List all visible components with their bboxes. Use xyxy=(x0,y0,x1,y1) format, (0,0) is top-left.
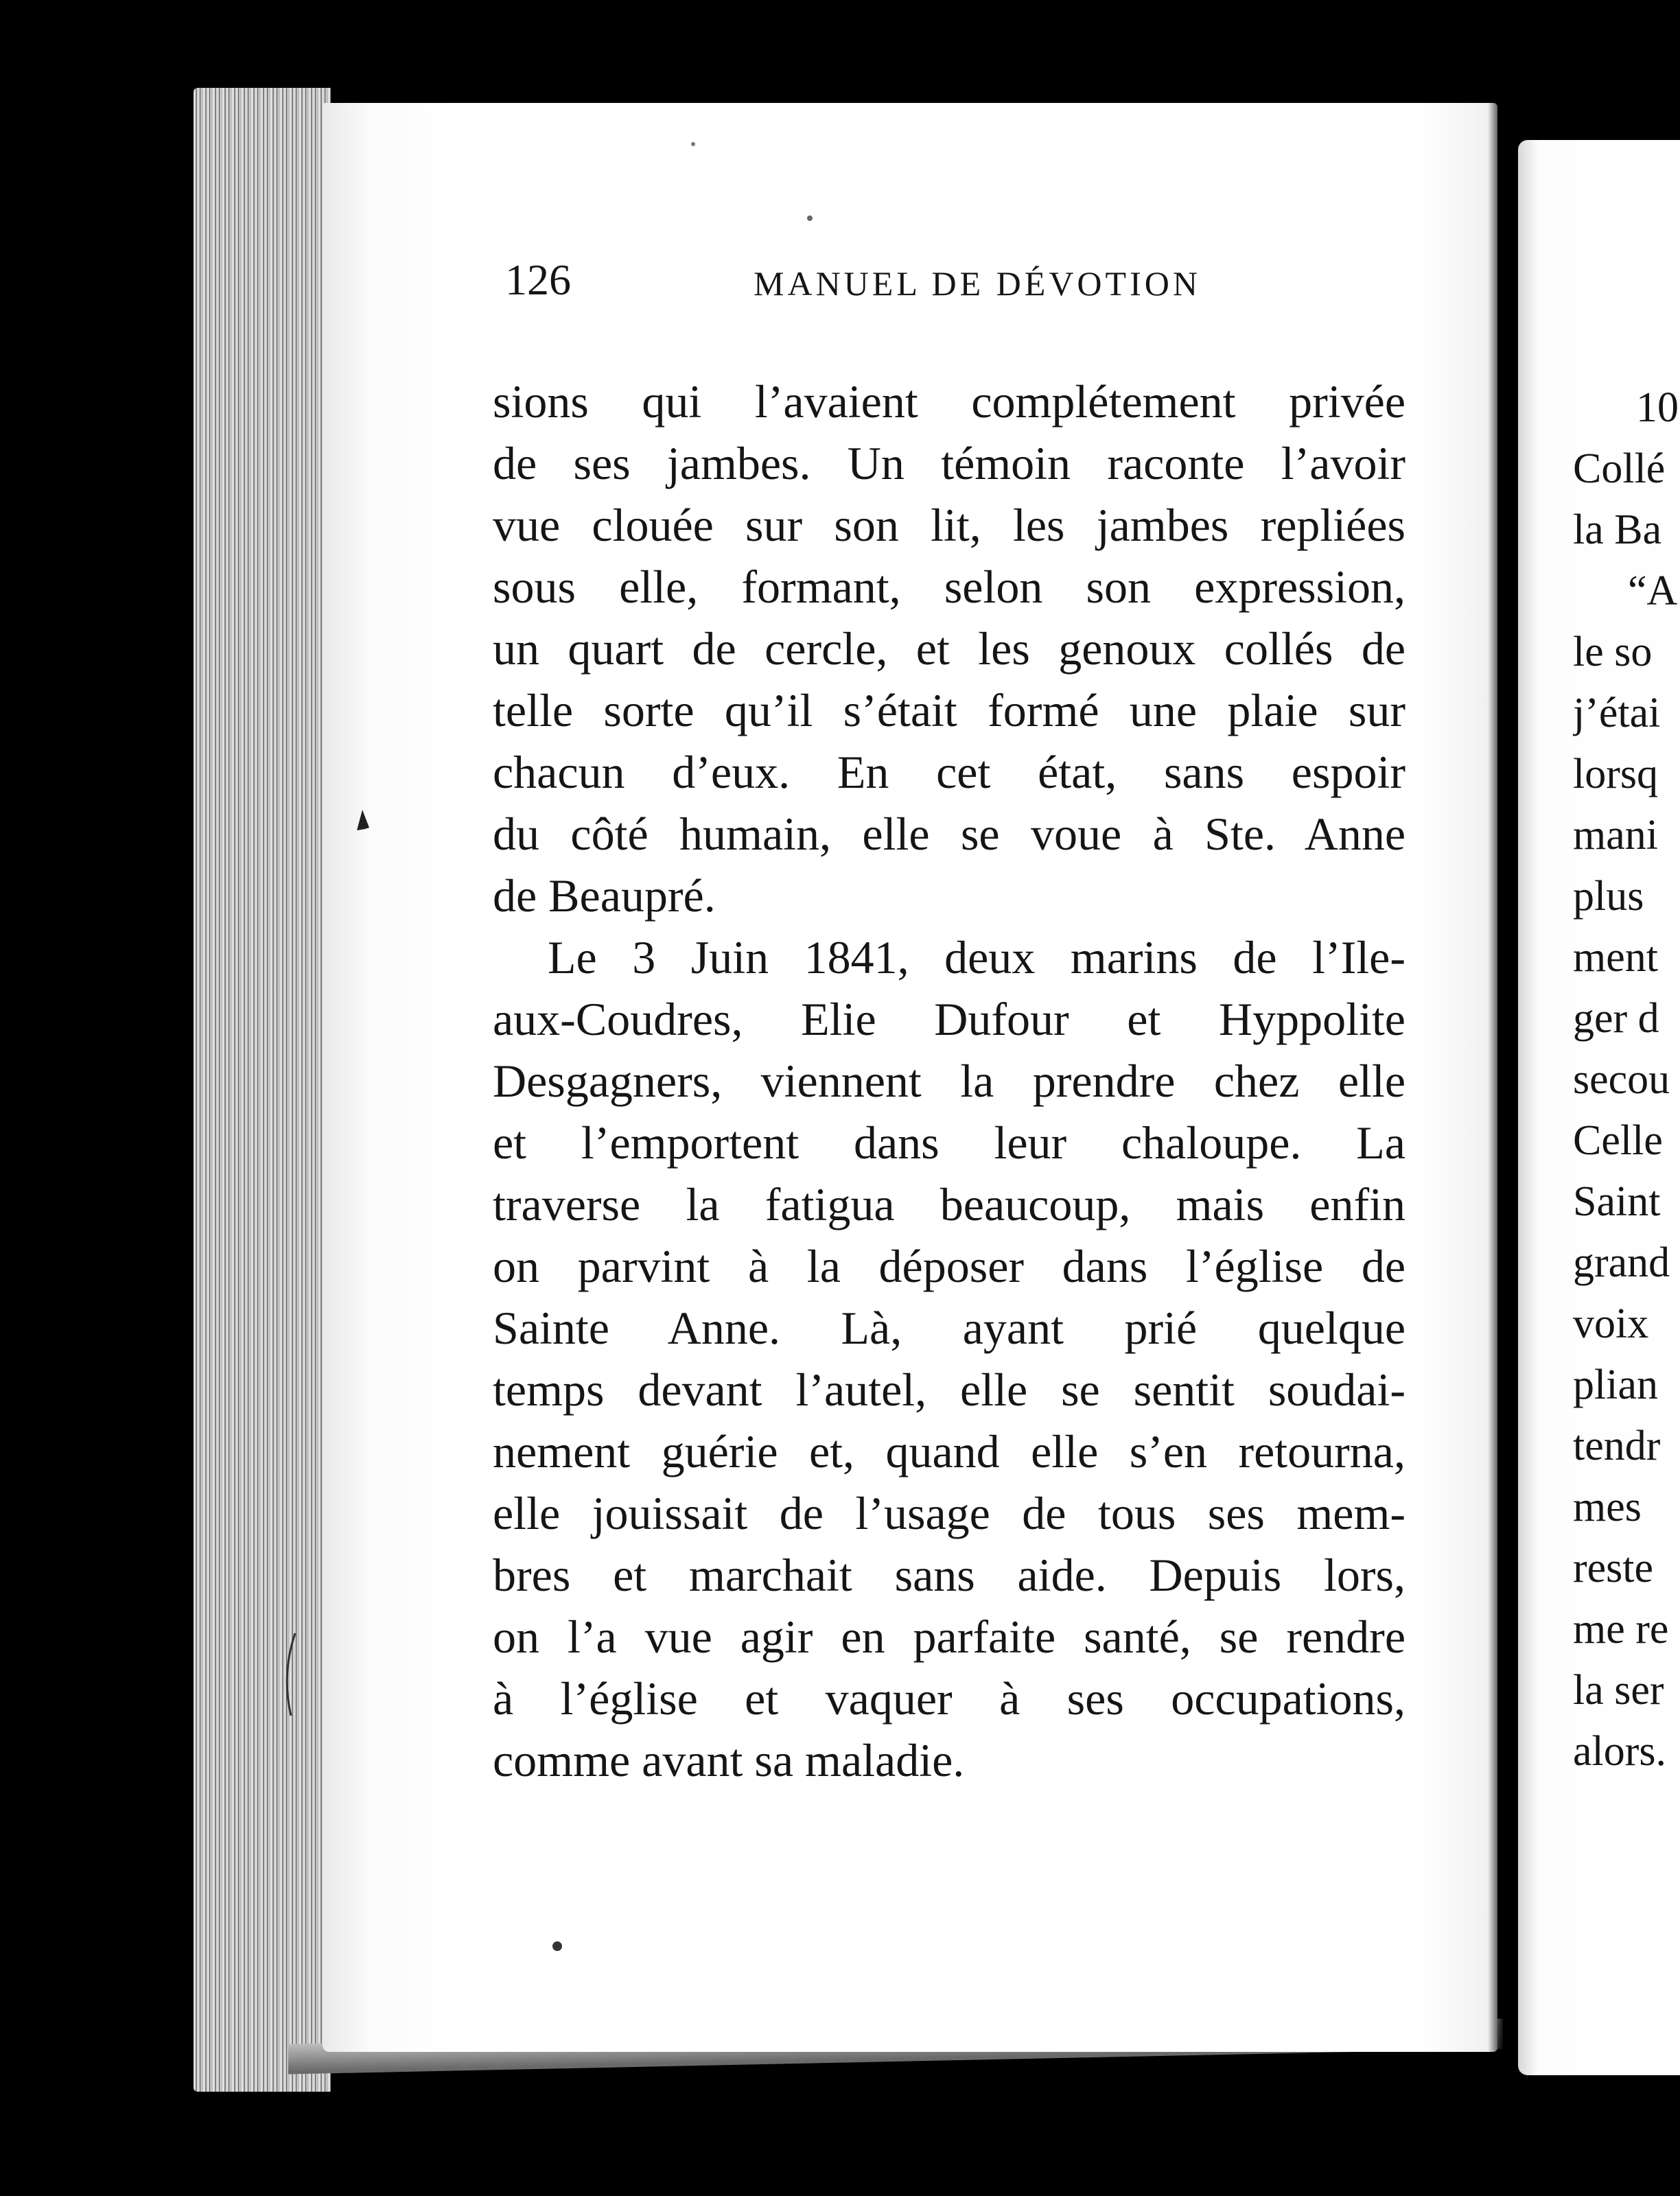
fragment-line: me re xyxy=(1573,1606,1669,1652)
fragment-line: le so xyxy=(1573,629,1653,675)
fragment-line: tendr xyxy=(1573,1423,1661,1469)
fragment-line: lorsq xyxy=(1573,751,1658,797)
body-text xyxy=(493,371,1405,1791)
fragment-line: secou xyxy=(1573,1056,1670,1103)
text-line: chacun d’eux. En cet état, sans espoir xyxy=(493,746,1405,798)
fragment-line: mes xyxy=(1573,1484,1642,1530)
text-line: et l’emportent dans leur chaloupe. La xyxy=(493,1117,1405,1169)
text-line: de ses jambes. Un témoin raconte l’avoir xyxy=(493,437,1405,489)
fragment-line: Saint xyxy=(1573,1178,1661,1225)
text-line: Le 3 Juin 1841, deux marins de l’Ile- xyxy=(548,931,1405,983)
running-header xyxy=(505,253,1425,307)
text-line: temps devant l’autel, elle se sentit soudai- xyxy=(493,1364,1405,1416)
fragment-line: la ser xyxy=(1573,1667,1664,1714)
fragment-line: j’étai xyxy=(1573,690,1661,736)
fragment-line: alors. xyxy=(1573,1728,1667,1775)
text-line: bres et marchait sans aide. Depuis lors, xyxy=(493,1549,1405,1601)
page-fore-edge xyxy=(194,88,331,2092)
text-line: telle sorte qu’il s’était formé une plaie sur xyxy=(493,684,1405,736)
fragment-line: “A xyxy=(1628,568,1678,614)
text-line: aux-Coudres, Elie Dufour et Hyppolite xyxy=(493,993,1405,1045)
fragment-line: reste xyxy=(1573,1545,1654,1591)
text-line: elle jouissait de l’usage de tous ses mem- xyxy=(493,1487,1405,1539)
text-line: sions qui l’avaient complétement privée xyxy=(493,375,1405,428)
fragment-line: Collé xyxy=(1573,445,1666,492)
right-page-text-fragment xyxy=(1573,377,1680,1782)
fragment-line: voix xyxy=(1573,1300,1649,1347)
text-line: du côté humain, elle se voue à Ste. Anne xyxy=(493,808,1405,860)
fragment-line: Celle xyxy=(1573,1117,1663,1164)
fragment-line: ger d xyxy=(1573,995,1659,1042)
fragment-line: la Ba xyxy=(1573,506,1662,553)
text-line: Desgagners, viennent la prendre chez elle xyxy=(493,1055,1405,1107)
text-line: on l’a vue agir en parfaite santé, se rendre xyxy=(493,1611,1405,1663)
text-line: on parvint à la déposer dans l’église de xyxy=(493,1240,1405,1292)
fragment-line: ment xyxy=(1573,934,1658,981)
text-line: nement guérie et, quand elle s’en retourna, xyxy=(493,1425,1405,1477)
fragment-line: plus xyxy=(1573,873,1644,920)
fragment-line: grand xyxy=(1573,1239,1670,1286)
text-line: de Beaupré. xyxy=(493,869,716,922)
page-number: 126 xyxy=(505,255,571,304)
text-line: à l’église et vaquer à ses occupations, xyxy=(493,1672,1405,1725)
fragment-line: plian xyxy=(1573,1362,1658,1408)
fragment-line: 10 xyxy=(1636,384,1679,431)
text-line: vue clouée sur son lit, les jambes repliées xyxy=(493,499,1405,551)
text-line: sous elle, formant, selon son expression, xyxy=(493,561,1405,613)
running-title: MANUEL DE DÉVOTION xyxy=(754,264,1201,303)
text-line: traverse la fatigua beaucoup, mais enfin xyxy=(493,1178,1405,1230)
text-line: un quart de cercle, et les genoux collés de xyxy=(493,622,1405,675)
text-line: comme avant sa maladie. xyxy=(493,1734,965,1786)
text-line: Sainte Anne. Là, ayant prié quelque xyxy=(493,1302,1405,1354)
gutter-shadow xyxy=(1488,103,1522,2079)
fragment-line: mani xyxy=(1573,812,1658,858)
